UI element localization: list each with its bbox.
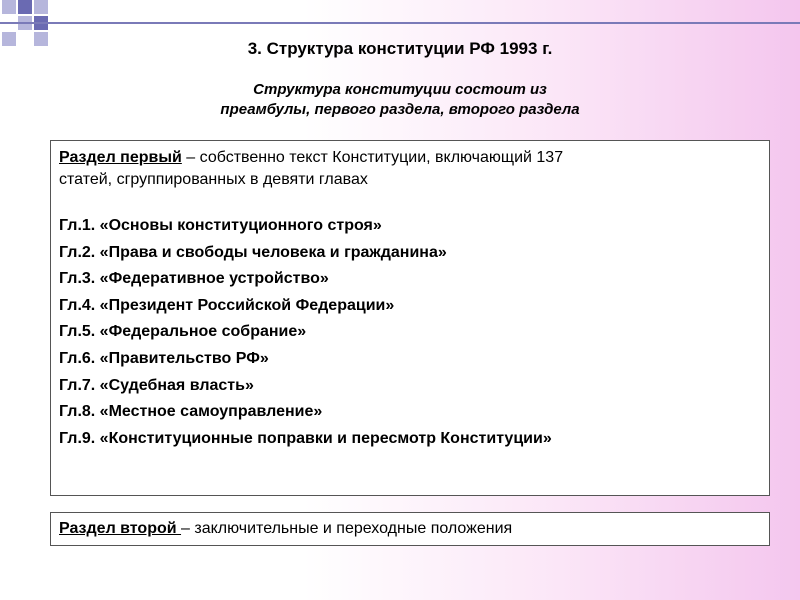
header-rule: [0, 22, 800, 24]
decor-square: [2, 0, 16, 14]
slide-title: 3. Структура конституции РФ 1993 г.: [247, 39, 553, 58]
chapter-item: Гл.1. «Основы конституционного строя»: [59, 217, 382, 234]
section-two-label: Раздел второй: [59, 520, 182, 537]
chapter-item: Гл.6. «Правительство РФ»: [59, 349, 269, 367]
chapter-item: Гл.3. «Федеративное устройство»: [59, 270, 329, 288]
section-one-text: – собственно текст Конституции, включающий 137: [181, 149, 564, 166]
chapter-item: Гл.9. «Конституционные поправки и пересмотр Конституции»: [59, 429, 552, 447]
section-one-label: Раздел первый: [59, 149, 182, 166]
chapter-item: Гл.5. «Федеральное собрание»: [59, 323, 307, 341]
slide-subtitle: [140, 80, 660, 120]
section-one-intro: [59, 147, 761, 191]
chapter-item: Гл.8. «Местное самоуправление»: [59, 403, 323, 421]
chapter-item: Гл.4. «Президент Российской Федерации»: [59, 296, 395, 314]
chapter-list: [59, 213, 761, 452]
subtitle-line: преамбулы, первого раздела, второго раздела: [220, 101, 580, 118]
section-one-text-cont: статей, сгруппированных в девяти главах: [59, 171, 368, 188]
decor-square: [18, 0, 32, 14]
section-two-box: [50, 512, 770, 546]
decor-square: [34, 0, 48, 14]
chapter-item: Гл.2. «Права и свободы человека и гражданина»: [59, 243, 447, 261]
subtitle-line: Структура конституции состоит из: [253, 81, 547, 98]
section-one-box: [50, 140, 770, 496]
section-two-line: [59, 519, 761, 539]
chapter-item: Гл.7. «Судебная власть»: [59, 376, 254, 394]
section-two-text: – заключительные и переходные положения: [181, 520, 513, 537]
